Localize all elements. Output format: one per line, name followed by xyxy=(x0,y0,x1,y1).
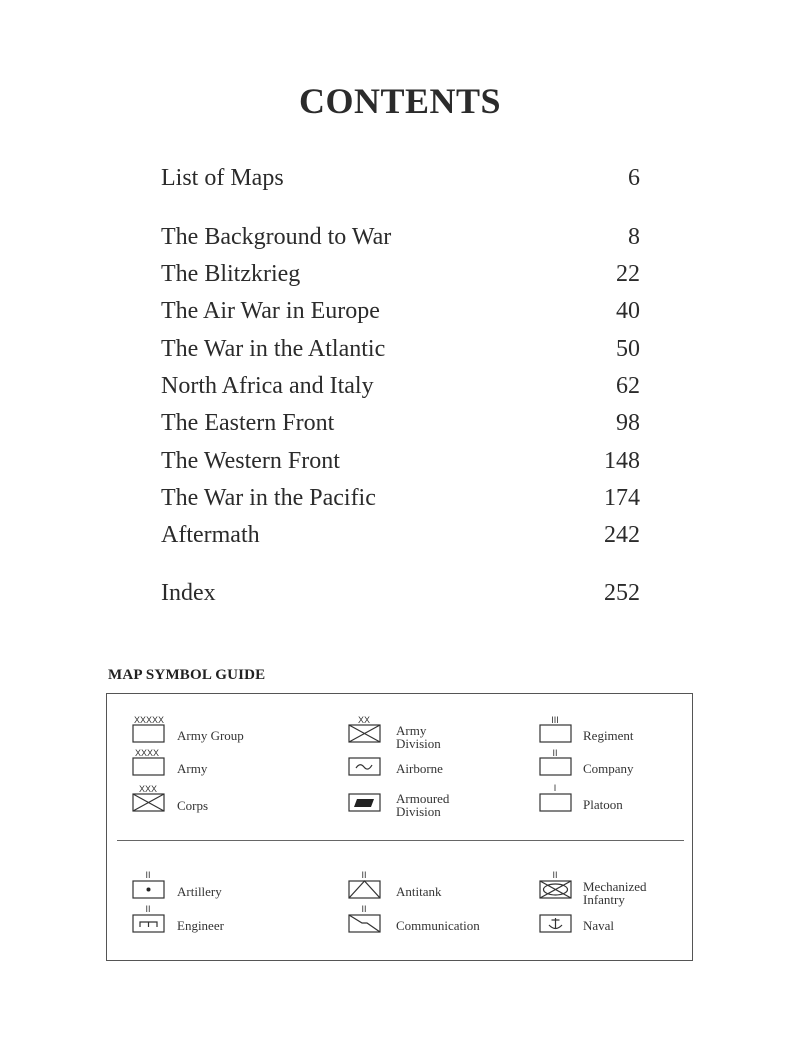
armour-parallelogram-icon xyxy=(348,783,382,813)
echelon-marker: II xyxy=(361,904,367,914)
unit-box-icon xyxy=(539,747,573,777)
toc-entry-page: 40 xyxy=(616,298,640,324)
unit-box-icon xyxy=(539,783,573,813)
company-symbol xyxy=(539,747,573,777)
toc-entry-page: 50 xyxy=(616,336,640,362)
map-symbol-guide xyxy=(106,693,693,961)
symbol-label: Engineer xyxy=(177,918,224,933)
unit-box-icon xyxy=(132,747,166,777)
antitank-symbol xyxy=(348,870,382,900)
mechanized-infantry-icon xyxy=(539,870,573,900)
toc-entry-title: The Background to War xyxy=(161,224,392,250)
symbol-label: Artillery xyxy=(177,884,222,899)
infantry-cross-icon xyxy=(348,714,382,744)
symbol-label: Airborne xyxy=(396,761,443,776)
toc-entry[interactable] xyxy=(161,483,640,513)
naval-anchor-icon xyxy=(539,904,573,934)
symbol-label: Army Group xyxy=(177,728,244,743)
symbol-label: Naval xyxy=(583,918,615,933)
guide-divider xyxy=(117,840,684,841)
toc-entry-page: 62 xyxy=(616,373,640,399)
echelon-marker: II xyxy=(145,870,151,880)
toc-entry-page: 174 xyxy=(604,485,640,511)
toc-entry[interactable] xyxy=(161,163,640,193)
toc-entry[interactable] xyxy=(161,371,640,401)
toc-entry-page: 242 xyxy=(604,522,640,548)
symbol-label: Platoon xyxy=(583,797,623,812)
toc-entry-title: The Western Front xyxy=(161,448,340,474)
toc-entry[interactable] xyxy=(161,222,640,252)
communication-bolt-icon xyxy=(348,904,382,934)
toc-entry[interactable] xyxy=(161,259,640,289)
antitank-chevron-icon xyxy=(348,870,382,900)
symbol-label: Communication xyxy=(396,918,480,933)
symbol-label: Antitank xyxy=(396,884,442,899)
corps-symbol xyxy=(132,783,166,813)
echelon-marker: XX xyxy=(357,715,371,725)
toc-entry[interactable] xyxy=(161,334,640,364)
toc-entry[interactable] xyxy=(161,578,640,608)
toc-entry-title: The Air War in Europe xyxy=(161,298,380,324)
regiment-symbol xyxy=(539,714,573,744)
toc-entry-page: 22 xyxy=(616,261,640,287)
artillery-symbol xyxy=(132,870,166,900)
toc-entry[interactable] xyxy=(161,408,640,438)
map-symbol-guide-heading: MAP SYMBOL GUIDE xyxy=(108,667,266,683)
army-group-symbol xyxy=(132,714,166,744)
symbol-label: Regiment xyxy=(583,728,634,743)
infantry-cross-icon xyxy=(132,783,166,813)
toc-entry[interactable] xyxy=(161,520,640,550)
toc-entry-page: 8 xyxy=(628,224,640,250)
symbol-label: Mechanized Infantry xyxy=(583,879,647,907)
echelon-marker: II xyxy=(145,904,151,914)
echelon-marker: II xyxy=(361,870,367,880)
toc-entry[interactable] xyxy=(161,296,640,326)
toc-entry[interactable] xyxy=(161,446,640,476)
engineer-symbol xyxy=(132,904,166,934)
toc-entry-title: The Blitzkrieg xyxy=(161,261,301,287)
echelon-marker: I xyxy=(553,783,557,793)
airborne-wave-icon xyxy=(348,747,382,777)
platoon-symbol xyxy=(539,783,573,813)
echelon-marker: XXXX xyxy=(134,748,160,758)
toc-entry-title: The War in the Pacific xyxy=(161,485,376,511)
engineer-bridge-icon xyxy=(132,904,166,934)
naval-symbol xyxy=(539,904,573,934)
armoured-division-symbol xyxy=(348,783,382,813)
toc-entry-title: North Africa and Italy xyxy=(161,373,374,399)
symbol-label: Armoured Division xyxy=(396,791,450,819)
symbol-label: Company xyxy=(583,761,634,776)
toc-entry-page: 148 xyxy=(604,448,640,474)
echelon-marker: II xyxy=(552,748,558,758)
airborne-symbol xyxy=(348,747,382,777)
symbol-label: Corps xyxy=(177,798,209,813)
toc-entry-title: List of Maps xyxy=(161,165,284,191)
army-symbol xyxy=(132,747,166,777)
communication-symbol xyxy=(348,904,382,934)
toc-entry-title: The War in the Atlantic xyxy=(161,336,386,362)
echelon-marker: II xyxy=(552,870,558,880)
echelon-marker: XXXXX xyxy=(133,715,165,725)
symbol-label: Army xyxy=(177,761,208,776)
mechanized-infantry-symbol xyxy=(539,870,573,900)
echelon-marker: III xyxy=(551,715,559,725)
symbol-label: Army Division xyxy=(396,723,441,751)
toc-entry-page: 98 xyxy=(616,410,640,436)
toc-entry-title: Aftermath xyxy=(161,522,260,548)
echelon-marker: XXX xyxy=(138,784,158,794)
army-division-symbol xyxy=(348,714,382,744)
toc-entry-page: 252 xyxy=(604,580,640,606)
toc-entry-title: Index xyxy=(161,580,216,606)
page-title: CONTENTS xyxy=(298,81,502,121)
artillery-dot-icon xyxy=(132,870,166,900)
toc-entry-page: 6 xyxy=(628,165,640,191)
unit-box-icon xyxy=(132,714,166,744)
toc-entry-title: The Eastern Front xyxy=(161,410,335,436)
unit-box-icon xyxy=(539,714,573,744)
